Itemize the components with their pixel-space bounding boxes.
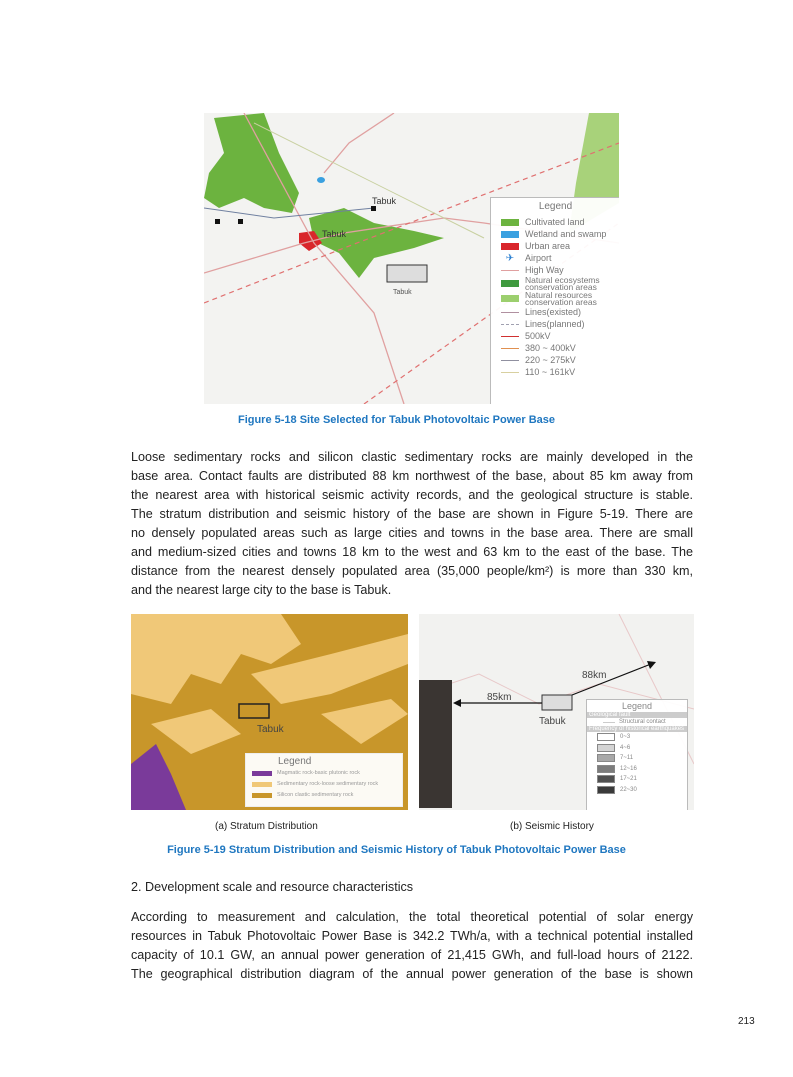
legend-swatch [501,219,519,226]
legend-line [501,312,519,313]
legend-item [246,779,402,790]
legend-swatch [597,765,615,773]
text-line: The geographical distribution diagram of the annual power generation of the base is shown [131,967,693,981]
map-label-tabuk: Tabuk [372,196,397,206]
text-line: The stratum distribution and seismic history of the base are shown in Figure 5-19. There are [131,507,693,521]
legend-label: 500kV [525,330,551,341]
legend-swatch [501,243,519,250]
seismic-legend [586,699,688,810]
body-paragraph-2 [131,908,693,984]
map-label-tabuk-city: Tabuk [322,229,347,239]
map-label-tabuk: Tabuk [539,716,566,727]
figure-5-19b-seismic-map [419,614,694,810]
section-heading: 2. Development scale and resource characteristics [131,880,414,894]
legend-label: 0~3 [620,734,631,741]
text-line: no densely populated areas such as large cities and towns in the base area. There are small [131,526,693,540]
legend-label: Wetland and swamp [525,228,607,239]
text-line: distance from the nearest densely populated area (35,000 people/km²) is more than 330 km, [131,564,693,578]
legend-item [491,354,619,366]
legend-item [491,306,619,318]
legend-swatch [597,733,615,741]
legend-line [501,270,519,271]
fault-header: Geological fault [587,712,687,718]
legend-item [587,732,687,743]
legend-swatch [597,786,615,794]
legend-label: 7~11 [620,755,634,762]
legend-item [491,216,619,228]
legend-item [491,252,619,264]
subcaption-a: (a) Stratum Distribution [215,821,318,832]
legend-swatch [252,793,272,798]
legend-item [491,276,619,291]
legend-label: Airport [525,252,552,263]
legend-item [246,790,402,801]
figure-5-18-map [204,113,619,404]
freq-header: Frequency of historical earthquakes [587,726,687,732]
legend-label: 17~21 [620,776,637,783]
legend-swatch [252,771,272,776]
legend-label: 22~30 [620,786,637,793]
text-line: According to measurement and calculation, the total theoretical potential of solar energy [131,910,693,924]
legend-line [501,348,519,349]
legend-swatch [501,280,519,287]
distance-85km-label: 85km [487,692,512,703]
body-paragraph-1 [131,448,693,600]
text-line: and medium-sized cities and towns 18 km to the west and 63 km to the east of the base. The [131,545,693,559]
map-label-base: Tabuk [393,289,412,296]
legend-line [501,360,519,361]
legend-label: High Way [525,264,564,275]
legend-line [501,324,519,325]
legend-item [587,774,687,785]
legend-label: Natural ecosystems conservation areas [525,274,600,292]
legend-label: Lines(planned) [525,318,585,329]
legend-swatch [597,754,615,762]
legend-item [491,240,619,252]
legend-label: 380 ~ 400kV [525,342,576,353]
legend-label: Urban area [525,240,571,251]
legend-title: Legend [621,701,653,711]
legend-label: Lines(existed) [525,306,582,317]
text-line: base area. Contact faults are distributed 88 km northwest of the base, about 85 km away from [131,469,693,483]
subcaption-b: (b) Seismic History [510,821,594,832]
text-line: and the nearest large city to the base is Tabuk. [131,583,392,597]
figure-5-18-caption: Figure 5-18 Site Selected for Tabuk Photovoltaic Power Base [237,414,556,426]
legend-swatch [252,782,272,787]
distance-88km-label: 88km [582,670,607,681]
stratum-legend [245,753,403,807]
legend-label: Magmatic rock-basic plutonic rock [277,770,360,776]
legend-label: 110 ~ 161kV [525,366,576,377]
legend-label: Sedimentary rock-loose sedimentary rock [277,781,379,787]
legend-label: Cultivated land [525,216,585,227]
legend-title: Legend [538,201,573,212]
legend-item [491,342,619,354]
legend-label: Silicon clastic sedimentary rock [277,792,354,798]
page-number: 213 [738,1016,755,1027]
legend-item [587,753,687,764]
figure-5-19a-stratum-map [131,614,408,810]
legend-item [491,366,619,378]
figure-5-19-caption: Figure 5-19 Stratum Distribution and Seismic History of Tabuk Photovoltaic Power Base [167,844,626,856]
legend-label: 4~6 [620,744,631,751]
legend-label: 220 ~ 275kV [525,354,576,365]
airplane-icon: ✈ [505,252,515,264]
legend-swatch [501,231,519,238]
legend-item [491,228,619,240]
legend-label: Natural resources conservation areas [525,289,597,307]
text-line: resources in Tabuk Photovoltaic Power Base is 342.2 TWh/a, with a technical potential installed [131,929,693,943]
legend-item [246,768,402,779]
legend-item [491,318,619,330]
legend-line [501,336,519,337]
map-legend [490,197,619,404]
text-line: Loose sedimentary rocks and silicon clastic sedimentary rocks are mainly developed in the [131,450,693,464]
map-label-tabuk: Tabuk [257,724,284,735]
legend-item [491,291,619,306]
legend-item [587,743,687,754]
legend-swatch [597,744,615,752]
fault-item: Structural contact [587,719,687,725]
legend-swatch [597,775,615,783]
legend-label: 12~16 [620,765,637,772]
legend-swatch [501,295,519,302]
text-line: the nearest area with historical seismic activity records, and the geological structure is stable. [131,488,693,502]
text-line: capacity of 10.1 GW, an annual power generation of 21,415 GWh, and full-load hours of 2122. [131,948,693,962]
legend-item [587,764,687,775]
legend-line [501,372,519,373]
legend-title: Legend [278,756,312,767]
legend-item [491,330,619,342]
legend-item [587,785,687,796]
